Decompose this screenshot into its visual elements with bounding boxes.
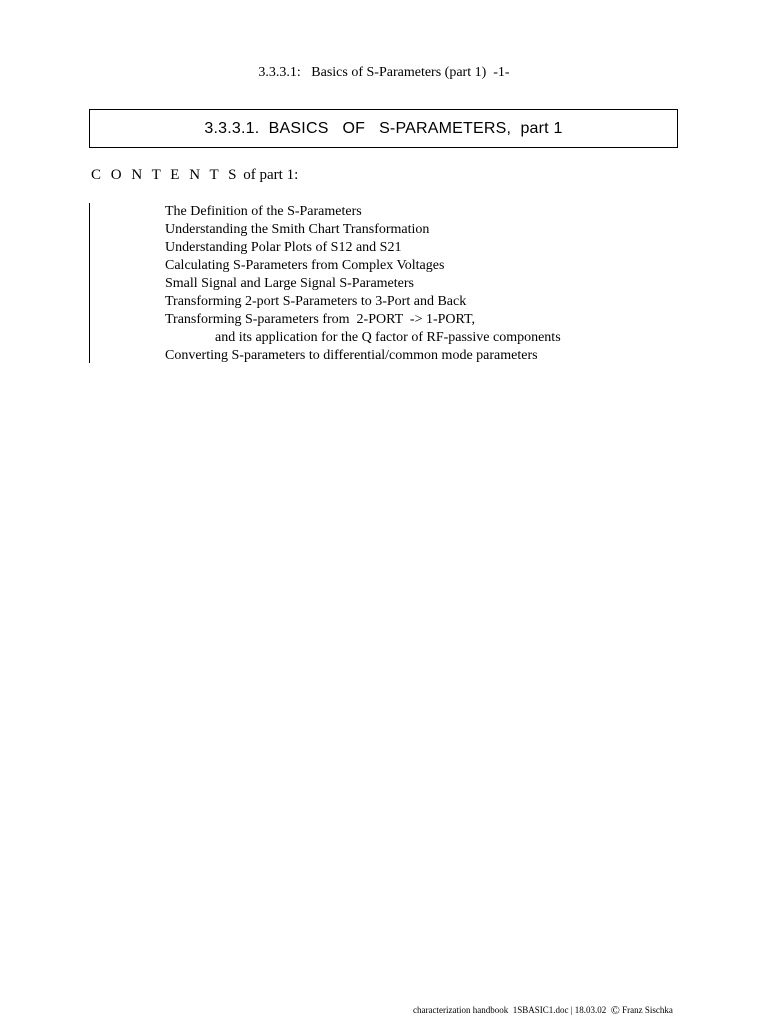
contents-item: The Definition of the S-Parameters: [165, 204, 362, 219]
contents-item: Transforming 2-port S-Parameters to 3-Port and Back: [165, 294, 467, 309]
footer-author: Franz Sischka: [622, 1005, 673, 1015]
contents-heading: [91, 167, 298, 184]
contents-item-continuation: and its application for the Q factor of RF-passive components: [215, 330, 561, 345]
contents-suffix: of part 1:: [239, 167, 299, 183]
contents-item: Understanding Polar Plots of S12 and S21: [165, 240, 402, 255]
section-title-box: [89, 109, 678, 148]
contents-label: C O N T E N T S: [91, 167, 240, 183]
contents-item: Calculating S-Parameters from Complex Voltages: [165, 258, 445, 273]
contents-item: Converting S-parameters to differential/common mode parameters: [165, 348, 538, 363]
copyright-icon: ©: [610, 1003, 620, 1017]
section-title: 3.3.3.1. BASICS OF S-PARAMETERS, part 1: [204, 119, 563, 137]
contents-item: Transforming S-parameters from 2-PORT -> 1-PORT,: [165, 312, 476, 327]
page-footer: [413, 1003, 673, 1018]
running-header: 3.3.3.1: Basics of S-Parameters (part 1) -1-: [258, 65, 510, 80]
footer-text: characterization handbook 1SBASIC1.doc | 18.03.02: [413, 1005, 607, 1015]
revision-bar: [89, 203, 90, 363]
contents-item: Understanding the Smith Chart Transformation: [165, 222, 430, 237]
contents-item: Small Signal and Large Signal S-Parameters: [165, 276, 414, 291]
contents-list: [165, 203, 561, 365]
